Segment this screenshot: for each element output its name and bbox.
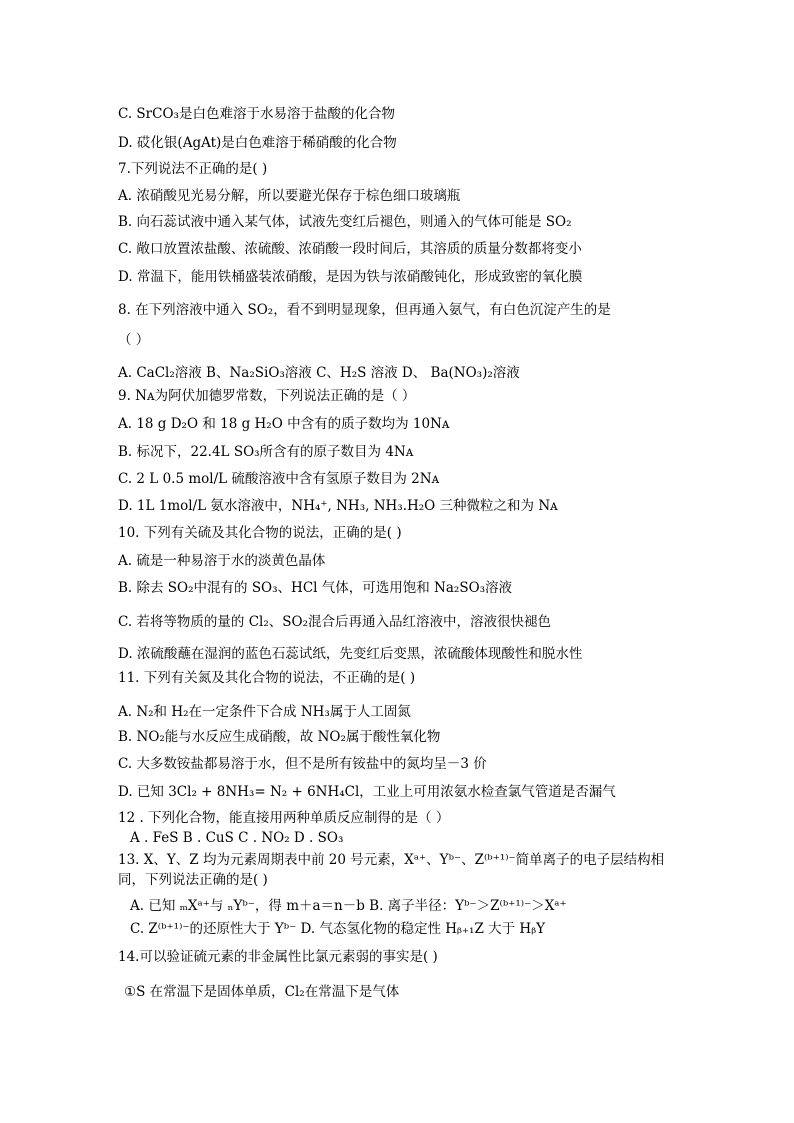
- option-d-agat: D. 砹化银(AgAt)是白色难溶于稀硝酸的化合物: [118, 135, 397, 151]
- question-7: 7.下列说法不正确的是( ): [118, 161, 268, 177]
- q9-option-c: C. 2 L 0.5 mol/L 硫酸溶液中含有氢原子数目为 2Nᴀ: [118, 471, 440, 487]
- q8-answer-paren: （ ）: [118, 332, 150, 348]
- q11-option-c: C. 大多数铵盐都易溶于水，但不是所有铵盐中的氮均呈－3 价: [118, 756, 487, 772]
- q10-option-b: B. 除去 SO₂中混有的 SO₃、HCl 气体，可选用饱和 Na₂SO₃溶液: [118, 580, 513, 596]
- q12-options: A . FeS B . CuS C . NO₂ D . SO₃: [130, 830, 344, 846]
- question-13: 13. X、Y、Z 均为元素周期表中前 20 号元素，Xᵃ⁺、Yᵇ⁻、Z⁽ᵇ⁺¹⁾⁻简单离子的电子层结构相: [118, 852, 665, 868]
- option-c-srco3: C. SrCO₃是白色难溶于水易溶于盐酸的化合物: [118, 106, 395, 122]
- q9-option-b: B. 标况下，22.4L SO₃所含有的原子数目为 4Nᴀ: [118, 444, 414, 460]
- q7-option-d: D. 常温下，能用铁桶盛装浓硝酸，是因为铁与浓硝酸钝化，形成致密的氧化膜: [118, 269, 583, 285]
- q8-options: A. CaCl₂溶液 B、Na₂SiO₃溶液 C、H₂S 溶液 D、 Ba(NO₃)₂溶液: [118, 365, 520, 381]
- question-8: 8. 在下列溶液中通入 SO₂，看不到明显现象，但再通入氨气，有白色沉淀产生的是: [118, 302, 611, 318]
- q11-option-a: A. N₂和 H₂在一定条件下合成 NH₃属于人工固氮: [118, 704, 411, 720]
- q11-option-b: B. NO₂能与水反应生成硝酸，故 NO₂属于酸性氧化物: [118, 729, 441, 745]
- question-9: 9. Nᴀ为阿伏加德罗常数，下列说法正确的是（ ）: [118, 388, 416, 404]
- question-14: 14.可以验证硫元素的非金属性比氯元素弱的事实是( ): [118, 949, 438, 965]
- q13-options-ab: A. 已知 ₘXᵃ⁺与 ₙYᵇ⁻，得 m＋a＝n－b B. 离子半径：Yᵇ⁻＞Z⁽ᵇ⁺¹⁾⁻＞Xᵃ⁺: [130, 898, 567, 914]
- question-12: 12 . 下列化合物，能直接用两种单质反应制得的是（ ）: [118, 810, 450, 826]
- question-11: 11. 下列有关氮及其化合物的说法，不正确的是( ): [118, 670, 416, 686]
- q13-options-cd: C. Z⁽ᵇ⁺¹⁾⁻的还原性大于 Yᵇ⁻ D. 气态氢化物的稳定性 Hᵦ₊₁Z 大于 HᵦY: [130, 921, 546, 937]
- q9-option-d: D. 1L 1mol/L 氨水溶液中，NH₄⁺, NH₃, NH₃.H₂O 三种微粒之和为 Nᴀ: [118, 498, 558, 514]
- q7-option-b: B. 向石蕊试液中通入某气体，试液先变红后褪色，则通入的气体可能是 SO₂: [118, 214, 572, 230]
- q7-option-c: C. 敞口放置浓盐酸、浓硫酸、浓硝酸一段时间后，其溶质的质量分数都将变小: [118, 241, 582, 257]
- q10-option-a: A. 硫是一种易溶于水的淡黄色晶体: [118, 553, 326, 569]
- question-10: 10. 下列有关硫及其化合物的说法，正确的是( ): [118, 525, 402, 541]
- q9-option-a: A. 18 g D₂O 和 18 g H₂O 中含有的质子数均为 10Nᴀ: [118, 416, 450, 432]
- q14-statement-1: ①S 在常温下是固体单质，Cl₂在常温下是气体: [124, 984, 400, 1000]
- q10-option-c: C. 若将等物质的量的 Cl₂、SO₂混合后再通入品红溶液中，溶液很快褪色: [118, 614, 552, 630]
- question-13-cont: 同，下列说法正确的是( ): [118, 872, 268, 888]
- q11-option-d: D. 已知 3Cl₂ + 8NH₃= N₂ + 6NH₄Cl，工业上可用浓氨水检查氯气管道是否漏气: [118, 784, 616, 800]
- q7-option-a: A. 浓硝酸见光易分解，所以要避光保存于棕色细口玻璃瓶: [118, 188, 461, 204]
- q10-option-d: D. 浓硫酸蘸在湿润的蓝色石蕊试纸，先变红后变黑，浓硫酸体现酸性和脱水性: [118, 646, 583, 662]
